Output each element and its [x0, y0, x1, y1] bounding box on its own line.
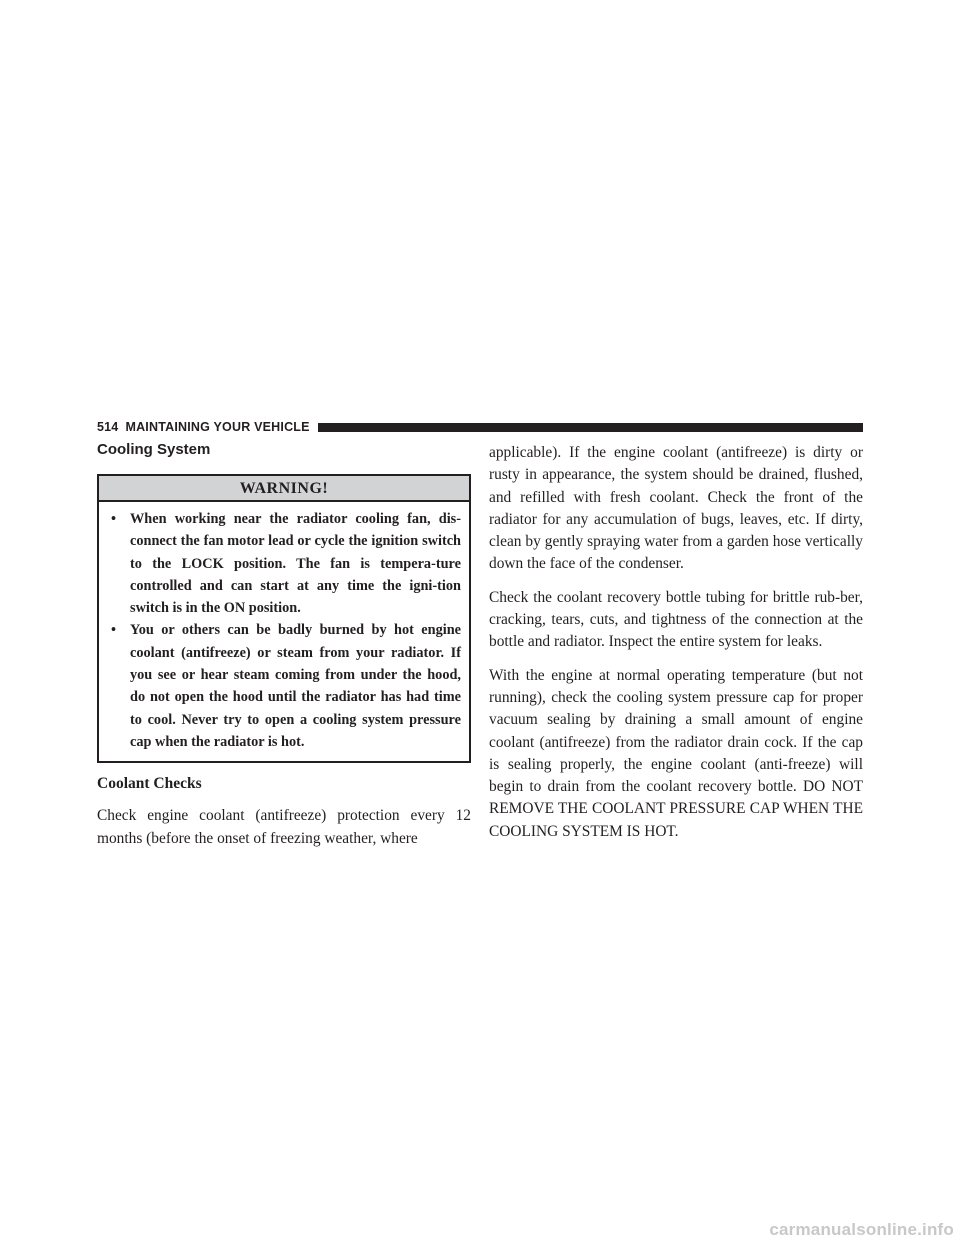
page-header: [97, 419, 863, 435]
running-head: MAINTAINING YOUR VEHICLE: [125, 420, 310, 434]
recovery-bottle-paragraph: Check the coolant recovery bottle tubing for brittle rub-ber, cracking, tears, cuts, and tightness of the connection at the bottle and radiator. Inspect the entire system for leaks.: [489, 588, 863, 651]
coolant-checks-paragraph-continued: applicable). If the engine coolant (antifreeze) is dirty or rusty in appearance, the system should be drained, flushed, and refilled with fresh coolant. Check the front of the radiator for any accumulation of bugs, leaves, etc. If dirty, clean by gently spraying water from a garden hose vertically down the face of the condenser.: [489, 444, 863, 573]
warning-heading: WARNING!: [99, 476, 469, 502]
pressure-cap-paragraph: With the engine at normal operating temperature (but not running), check the cooling system pressure cap for proper vacuum sealing by draining a small amount of engine coolant (antifreeze) from the radiator drain cock. If the cap is sealing properly, the engine coolant (anti-freeze) will begin to drain from the coolant recovery bottle. DO NOT REMOVE THE COOLANT PRESSURE CAP WHEN THE COOLING SYSTEM IS HOT.: [489, 666, 863, 840]
header-rule: [318, 423, 863, 432]
warning-item-text: You or others can be badly burned by hot engine coolant (antifreeze) or steam from your radiator. If you see or hear steam coming from under the hood, do not open the hood until the radiator has had time to cool. Never try to open a cooling system pressure cap when the radiator is hot.: [130, 622, 461, 750]
bullet-icon: •: [111, 511, 117, 527]
warning-list: [99, 502, 469, 761]
site-watermark: carmanualsonline.info: [769, 1220, 954, 1239]
warning-item: [109, 619, 461, 753]
bullet-icon: •: [111, 622, 117, 639]
section-title: Cooling System: [97, 441, 211, 458]
coolant-checks-paragraph-start: Check engine coolant (antifreeze) protection every 12 months (before the onset of freezing weather, where: [97, 807, 471, 847]
coolant-checks-heading: Coolant Checks: [97, 775, 202, 793]
warning-item: [109, 508, 461, 619]
warning-item-text: When working near the radiator cooling fan, dis-connect the fan motor lead or cycle the ignition switch to the LOCK position. The fan is tempera-ture controlled and can start at any time the igni-tion switch is in the ON position.: [130, 511, 461, 617]
warning-box: [97, 474, 471, 763]
page-number: 514: [97, 420, 119, 434]
right-column: [489, 442, 863, 854]
left-column: [97, 474, 471, 861]
